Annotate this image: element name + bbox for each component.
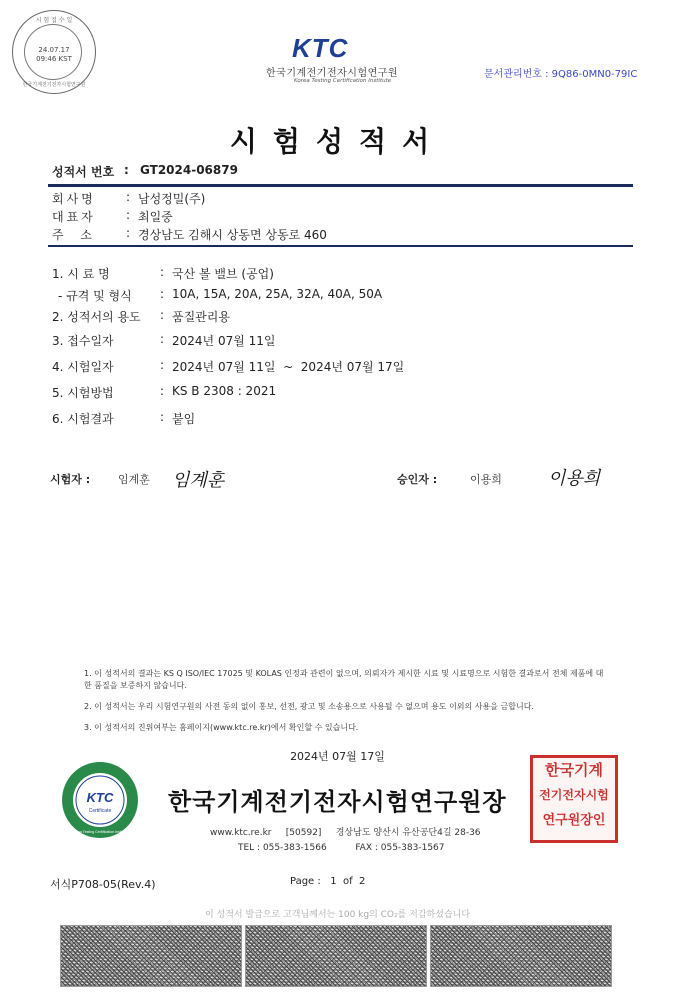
stamp-ring-top: 시 험 접 수 일 xyxy=(35,17,73,24)
security-pattern xyxy=(60,925,242,987)
item-label: - 규격 및 형식 xyxy=(58,289,132,303)
colon: : xyxy=(160,332,165,346)
seal-sub-text: Certificate xyxy=(88,808,112,814)
stamp-ring-bottom: 한국기계전기전자시험연구원 xyxy=(22,82,86,88)
security-pattern xyxy=(245,925,427,987)
security-pattern xyxy=(430,925,612,987)
company-name-label: 회사명 xyxy=(52,192,96,206)
note-1: 1. 이 성적서의 결과는 KS Q ISO/IEC 17025 및 KOLAS 인정과 관련이 없으며, 의뢰자가 제시한 시료 및 시료명으로 시험한 결과로서 전체 제품에 대한 품질을 보증하지 않습니다. xyxy=(84,669,604,690)
item-value: 10A, 15A, 20A, 25A, 32A, 40A, 50A xyxy=(172,287,383,301)
report-number-row xyxy=(48,163,633,183)
issue-date: 2024년 07월 17일 xyxy=(290,750,385,763)
address-label: 주 소 xyxy=(52,228,95,242)
representative-value: 최일중 xyxy=(138,210,173,224)
item-value: 2024년 07월 11일 ~ 2024년 07월 17일 xyxy=(172,360,405,374)
tester-label: 시험자 : xyxy=(50,473,91,486)
official-red-seal xyxy=(530,755,618,843)
seal-center-text: KTC xyxy=(86,790,114,805)
tester-signature: 임계훈 xyxy=(172,470,225,491)
institute-name-en: Korea Testing Certification Institute xyxy=(294,78,392,84)
contact-address: www.ktc.re.kr [50592] 경상남도 양산시 유산공단4길 28-36 xyxy=(210,828,481,838)
ktc-logo xyxy=(292,33,348,64)
item-label: 3. 접수일자 xyxy=(52,334,114,348)
company-name-value: 남성정밀(주) xyxy=(138,192,206,206)
representative-label: 대표자 xyxy=(52,210,96,224)
tester-name: 임계훈 xyxy=(118,473,150,486)
item-label: 1. 시 료 명 xyxy=(52,267,110,281)
logo-text: KTC xyxy=(292,33,349,63)
institute-name-ko: 한국기계전기전자시험연구원 xyxy=(266,68,399,79)
co2-notice: 이 성적서 발급으로 고객님께서는 100 kg의 CO₂를 저감하셨습니다 xyxy=(204,910,471,920)
ktc-certificate-seal xyxy=(60,760,140,840)
receipt-date-stamp xyxy=(12,10,96,94)
note-3: 3. 이 성적서의 진위여부는 홈페이지(www.ktc.re.kr)에서 확인할 수 있습니다. xyxy=(84,723,359,732)
stamp-time: 09:46 KST xyxy=(36,55,72,63)
item-label: 2. 성적서의 용도 xyxy=(52,310,141,324)
report-number-colon: : xyxy=(124,163,129,177)
divider xyxy=(48,245,633,247)
document-number: 문서관리번호 : 9Q86-0MN0-79IC xyxy=(484,69,638,80)
item-value: 붙임 xyxy=(172,412,196,426)
seal-line: 전기전자시험 xyxy=(539,788,609,802)
institute-president: 한국기계전기전자시험연구원장 xyxy=(168,788,507,816)
stamp-date: 24.07.17 xyxy=(38,46,70,54)
report-number-value: GT2024-06879 xyxy=(140,163,238,177)
address-value: 경상남도 김해시 상동면 상동로 460 xyxy=(138,228,327,242)
seal-line: 한국기계 xyxy=(545,761,603,779)
note-2: 2. 이 성적서는 우리 시험연구원의 사전 동의 없이 홍보, 선전, 광고 및 소송용으로 사용될 수 없으며 용도 이외의 사용을 금합니다. xyxy=(84,702,534,711)
colon: : xyxy=(160,308,165,322)
colon: : xyxy=(160,410,165,424)
approver-name: 이용희 xyxy=(470,473,502,486)
colon: : xyxy=(160,287,165,301)
item-value: 2024년 07월 11일 xyxy=(172,334,276,348)
form-number: 서식P708-05(Rev.4) xyxy=(50,878,156,891)
approver-label: 승인자 : xyxy=(397,473,438,486)
colon: : xyxy=(126,190,131,204)
colon: : xyxy=(160,358,165,372)
seal-ring-text: Korea Testing Certification Institute xyxy=(72,830,128,834)
approver-signature: 이용희 xyxy=(548,468,601,489)
page-title: 시험성적서 xyxy=(229,125,446,158)
item-label: 4. 시험일자 xyxy=(52,360,114,374)
colon: : xyxy=(126,226,131,240)
item-label: 6. 시험결과 xyxy=(52,412,114,426)
colon: : xyxy=(160,384,165,398)
page-number: Page : 1 of 2 xyxy=(290,876,366,887)
colon: : xyxy=(126,208,131,222)
seal-line: 연구원장인 xyxy=(542,813,606,828)
colon: : xyxy=(160,265,165,279)
report-number-label: 성적서 번호 xyxy=(52,165,115,179)
divider xyxy=(48,186,633,187)
item-value: KS B 2308 : 2021 xyxy=(172,384,277,398)
item-value: 품질관리용 xyxy=(172,310,230,324)
item-value: 국산 볼 밸브 (공업) xyxy=(172,267,274,281)
contact-phone: TEL : 055-383-1566 FAX : 055-383-1567 xyxy=(238,843,445,853)
item-label: 5. 시험방법 xyxy=(52,386,114,400)
